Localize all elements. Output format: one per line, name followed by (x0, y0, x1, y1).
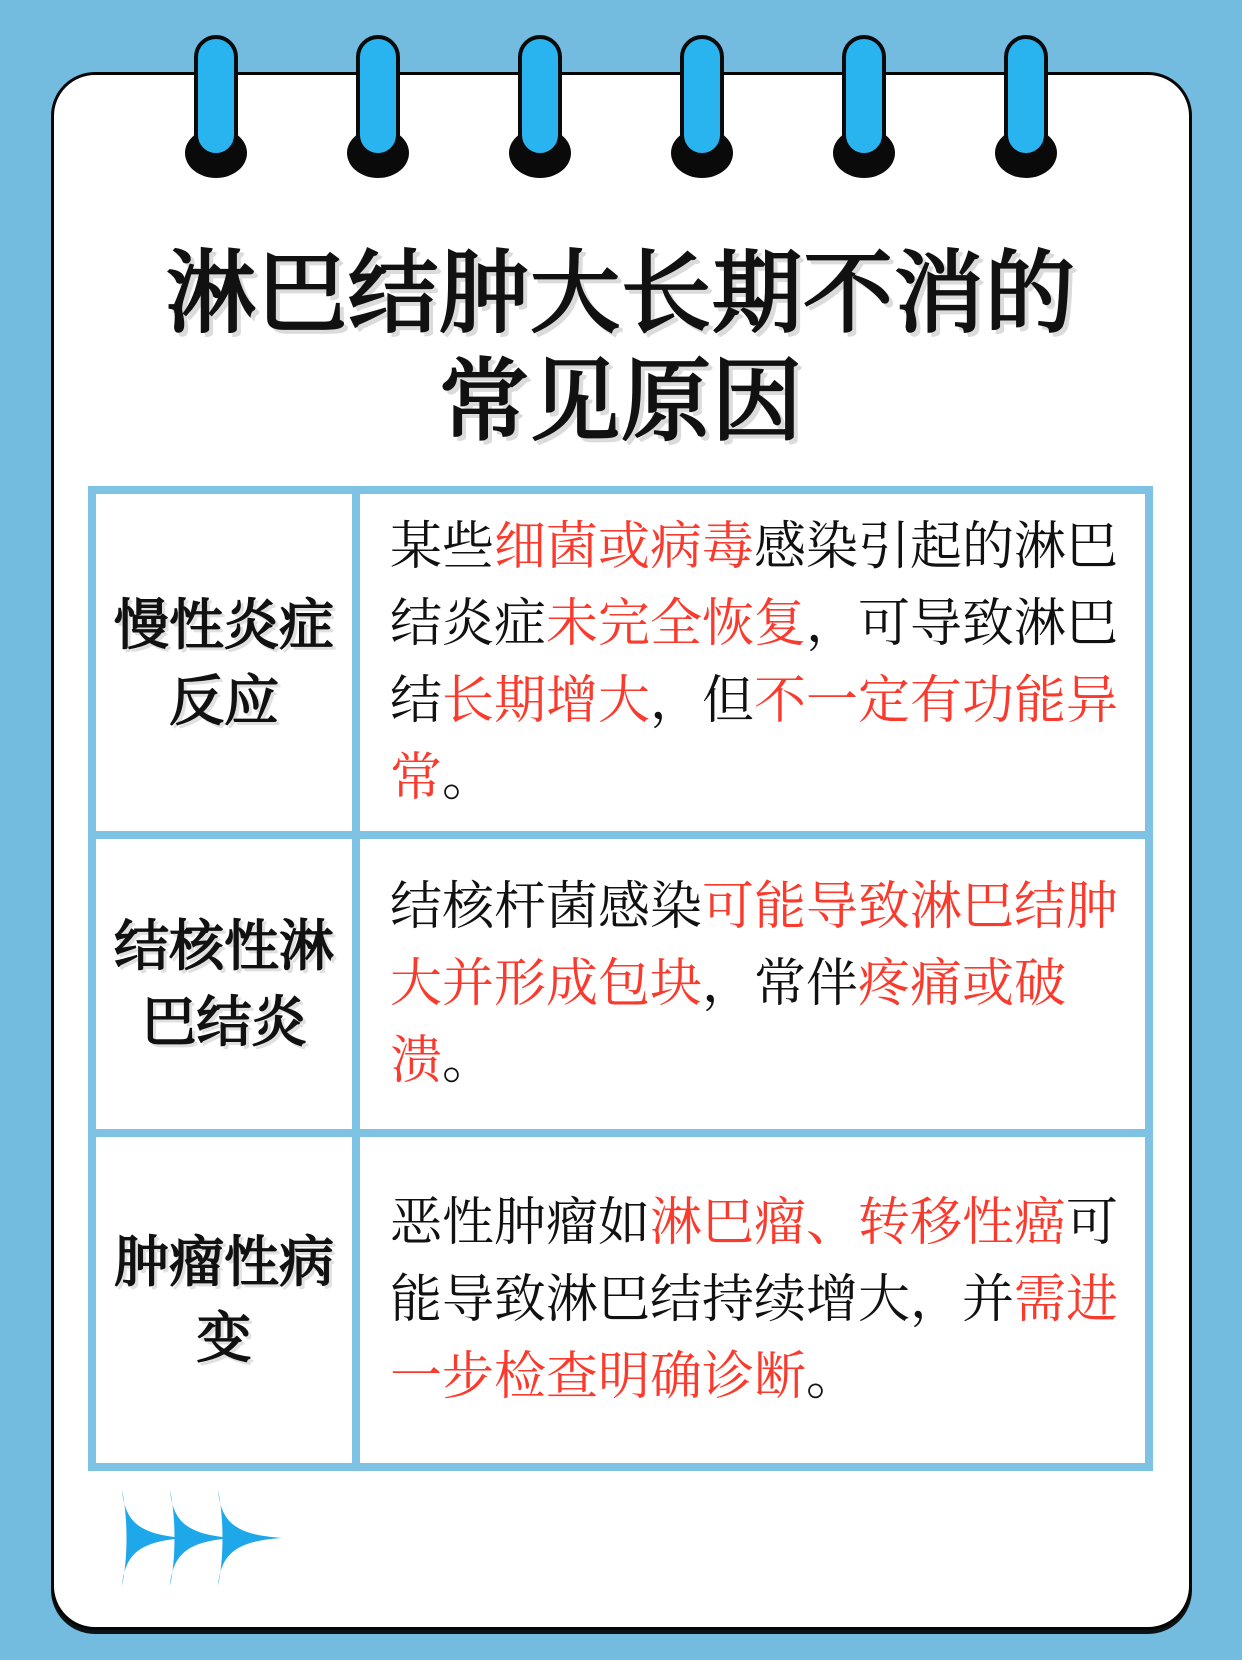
content-segment: 恶性肿瘤如 (390, 1193, 651, 1252)
binder-rings (0, 0, 1242, 200)
content-segment: 未完全恢复 (546, 594, 807, 653)
page-title-line1: 淋巴结肿大长期不消的 (166, 244, 1076, 344)
content-segment: 可能导致淋巴结肿大并形成包块 (390, 877, 1119, 1013)
content-segment: 淋巴瘤、转移性癌 (650, 1193, 1067, 1252)
content-segment: 需进一步检查明确诊断 (390, 1270, 1119, 1406)
content-segment: 感染引起的淋巴结炎症 (390, 517, 1119, 653)
binder-ring-icon (518, 0, 562, 200)
ring-pin (194, 35, 238, 157)
content-segment: 细菌或病毒 (494, 517, 755, 576)
binder-ring-icon (842, 0, 886, 200)
content-segment: 不一定有功能异常 (390, 671, 1119, 807)
causes-table (88, 486, 1153, 1471)
binder-ring-icon (194, 0, 238, 200)
row-label: 肿瘤性病变 (96, 1137, 352, 1463)
content-segment: 长期增大 (442, 671, 651, 730)
row-label: 结核性淋巴结炎 (96, 839, 352, 1129)
content-segment: 疼痛或破溃 (390, 954, 1067, 1090)
content-segment: ，可导致淋巴结 (390, 594, 1119, 730)
binder-ring-icon (1004, 0, 1048, 200)
ring-pin (356, 35, 400, 157)
row-label: 慢性炎症反应 (96, 494, 352, 831)
content-segment: 。 (442, 748, 495, 807)
binder-ring-icon (680, 0, 724, 200)
fast-forward-arrows-icon (122, 1486, 402, 1590)
binder-ring-icon (356, 0, 400, 200)
content-segment: 结核杆菌感染 (390, 877, 703, 936)
content-segment: ，但 (650, 671, 755, 730)
ring-pin (518, 35, 562, 157)
content-segment: 。 (806, 1347, 859, 1406)
content-segment: 。 (442, 1031, 495, 1090)
page-title (0, 240, 1242, 456)
content-segment: ，常伴 (702, 954, 859, 1013)
ring-pin (680, 35, 724, 157)
play-arrow-icon (218, 1490, 282, 1586)
row-content (360, 839, 1145, 1129)
ring-pin (1004, 35, 1048, 157)
ring-pin (842, 35, 886, 157)
content-segment: 可能导致淋巴结持续增大，并 (390, 1193, 1119, 1329)
row-content (360, 494, 1145, 831)
row-content (360, 1137, 1145, 1463)
content-segment: 某些 (390, 517, 495, 576)
fast-forward-arrows-svg (122, 1486, 402, 1590)
page-title-line2: 常见原因 (439, 352, 803, 452)
